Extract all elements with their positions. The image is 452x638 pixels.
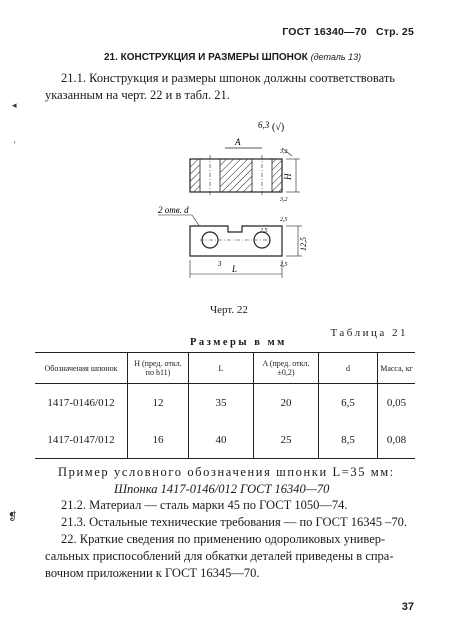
section-detail: (деталь 13) <box>310 52 362 62</box>
table-cell: 8,5 <box>319 421 378 459</box>
table-cell: 1417-0146/012 <box>47 396 115 409</box>
table-cell: 12 <box>128 384 189 422</box>
column-header: d <box>319 353 378 384</box>
hatched-section <box>190 159 200 192</box>
roughness-mark-4: 2,5 <box>260 228 268 234</box>
table-cell: 1417-0147/012 <box>35 421 128 459</box>
paragraph-21-1-line2: указанным на черт. 22 и в табл. 21. <box>45 88 230 102</box>
column-header: A (пред. откл. ±0,2) <box>254 353 319 384</box>
dim-3-label: 3 <box>218 260 222 268</box>
table-cell: 40 <box>189 421 254 459</box>
dim-a-label: A <box>235 137 241 147</box>
margin-mark: ◂ <box>12 100 17 110</box>
dim-h-label: H <box>283 173 293 180</box>
table-header-row <box>35 353 415 384</box>
table-label: Таблица 21 <box>330 327 408 339</box>
table-cell: 6,5 <box>319 384 378 422</box>
table-row <box>35 384 415 422</box>
paragraph-21-2: 21.2. Материал — сталь марки 45 по ГОСТ 1050—74. <box>61 498 348 512</box>
dim-l-label: L <box>232 264 238 274</box>
margin-mark: ❡ <box>8 511 18 523</box>
paragraph-22-line1: 22. Краткие сведения по применению одороликовых универ- <box>61 532 386 546</box>
margin-mark: ' <box>14 140 16 150</box>
table-subtitle: Размеры в мм <box>190 337 287 348</box>
roughness-symbol: (√) <box>272 122 285 133</box>
page-number: 37 <box>401 601 414 613</box>
page-label: Стр. 25 <box>375 26 414 38</box>
paragraph-22-line2: сальных приспособлений для обкатки деталей приведены в спра- <box>45 549 394 563</box>
dim-12-label: 12,5 <box>299 237 308 251</box>
table-cell: 20 <box>254 384 319 422</box>
table-cell: 0,08 <box>378 421 416 459</box>
roughness-mark-5: 2,5 <box>280 262 288 268</box>
roughness-mark-3: 2,5 <box>280 217 288 223</box>
column-header: Обозначения шпонок <box>35 353 128 384</box>
paragraph-21-1-line1: 21.1. Конструкция и размеры шпонок должны соответствовать <box>61 71 395 85</box>
roughness-mark-2: 3,2 <box>280 197 288 203</box>
hatched-section <box>220 159 252 192</box>
section-title-text: 21. КОНСТРУКЦИЯ И РАЗМЕРЫ ШПОНОК <box>104 52 308 63</box>
table-row <box>35 421 415 459</box>
column-header: H (пред. откл. по h11) <box>128 353 189 384</box>
hatched-section <box>272 159 282 192</box>
holes-label: 2 отв. d <box>158 205 189 215</box>
column-header: L <box>189 353 254 384</box>
table-cell: 35 <box>189 384 254 422</box>
column-header: Масса, кг <box>378 353 416 384</box>
example-heading: Пример условного обозначения шпонки L=35 мм: <box>58 465 395 479</box>
roughness-label: 6,3 <box>258 120 270 130</box>
dimensions-table <box>35 352 415 459</box>
key-drawing <box>150 108 320 283</box>
section-title <box>104 52 361 63</box>
table-cell: 25 <box>254 421 319 459</box>
paragraph-21-3: 21.3. Остальные технические требования — по ГОСТ 16345 –70. <box>61 515 407 529</box>
paragraph-22-line3: вочном приложении к ГОСТ 16345—70. <box>45 566 260 580</box>
page-header <box>282 26 414 38</box>
table-cell: 16 <box>128 421 189 459</box>
figure-caption: Черт. 22 <box>210 304 248 316</box>
table-cell: 0,05 <box>378 384 416 422</box>
roughness-mark-1: 3,2 <box>280 149 288 155</box>
example-designation: Шпонка 1417-0146/012 ГОСТ 16340—70 <box>114 482 330 496</box>
standard-number: ГОСТ 16340—70 <box>282 26 367 38</box>
